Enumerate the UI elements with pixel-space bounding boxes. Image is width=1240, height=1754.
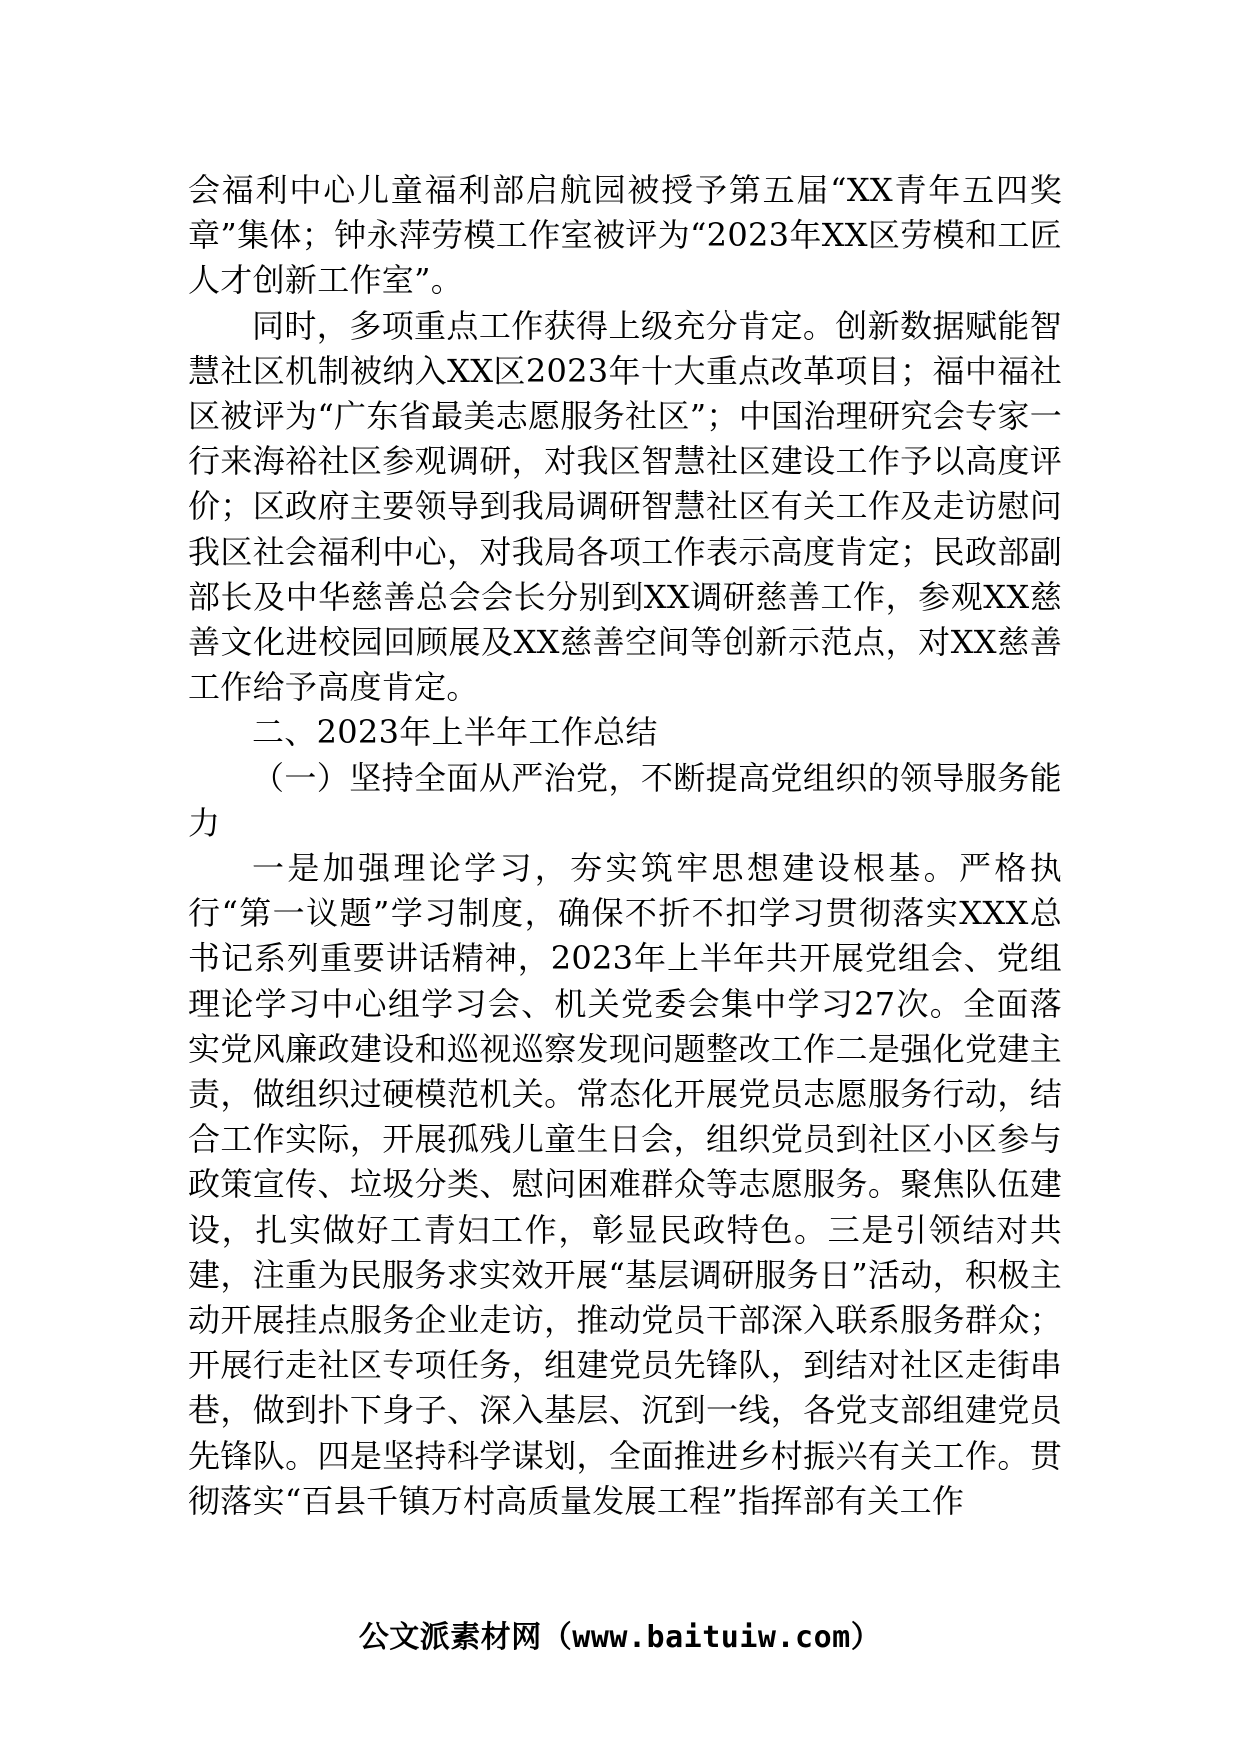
footer-site-name: 公文派素材网 — [358, 1620, 542, 1655]
paragraph-recognition: 同时，多项重点工作获得上级充分肯定。创新数据赋能智慧社区机制被纳入XX区2023年十大重点改革项目；福中福社区被评为“广东省最美志愿服务社区”；中国治理研究会专家一行来海裕社区参观调研，对我区智慧社区建设工作予以高度评价；区政府主要领导到我局调研智慧社区有关工作及走访慰问我区社会福利中心，对我局各项工作表示高度肯定；民政部副部长及中华慈善总会会长分别到XX调研慈善工作，参观XX慈善文化进校园回顾展及XX慈善空间等创新示范点，对XX慈善工作给予高度肯定。 — [188, 306, 1062, 707]
subsection-heading: （一）坚持全面从严治党，不断提高党组织的领导服务能力 — [188, 758, 1062, 842]
document-body — [188, 168, 1062, 1524]
footer-watermark — [0, 1612, 1240, 1656]
section-heading: 二、2023年上半年工作总结 — [252, 713, 658, 752]
footer-url: （www.baituiw.com） — [541, 1620, 882, 1655]
paragraph-party-building: 一是加强理论学习，夯实筑牢思想建设根基。严格执行“第一议题”学习制度，确保不折不扣学习贯彻落实XXX总书记系列重要讲话精神，2023年上半年共开展党组会、党组理论学习中心组学习会、机关党委会集中学习27次。全面落实党风廉政建设和巡视巡察发现问题整改工作二是强化党建主责，做组织过硬模范机关。常态化开展党员志愿服务行动，结合工作实际，开展孤残儿童生日会，组织党员到社区小区参与政策宣传、垃圾分类、慰问困难群众等志愿服务。聚焦队伍建设，扎实做好工青妇工作，彰显民政特色。三是引领结对共建，注重为民服务求实效开展“基层调研服务日”活动，积极主动开展挂点服务企业走访，推动党员干部深入联系服务群众；开展行走社区专项任务，组建党员先锋队，到结对社区走街串巷，做到扑下身子、深入基层、沉到一线，各党支部组建党员先锋队。四是坚持科学谋划，全面推进乡村振兴有关工作。贯彻落实“百县千镇万村高质量发展工程”指挥部有关工作 — [188, 849, 1062, 1520]
paragraph-awards-continued: 会福利中心儿童福利部启航园被授予第五届“XX青年五四奖章”集体；钟永萍劳模工作室被评为“2023年XX区劳模和工匠人才创新工作室”。 — [188, 171, 1062, 300]
